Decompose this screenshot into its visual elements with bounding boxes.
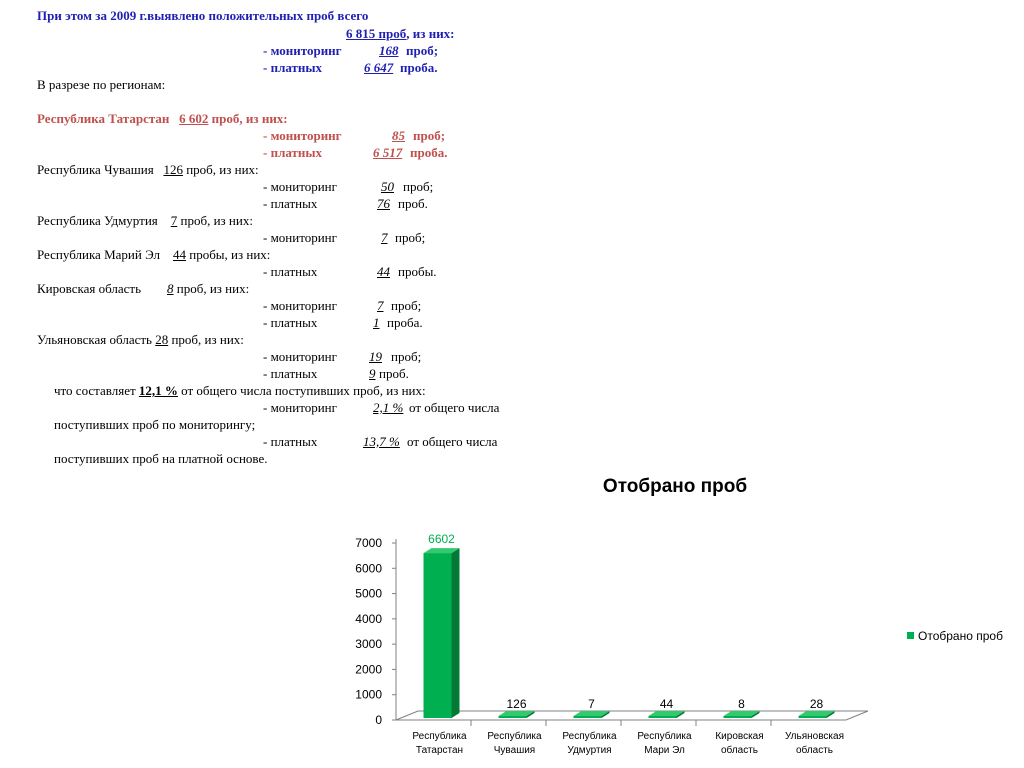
paid-total-line: - платных 6 647 проба.: [263, 60, 438, 75]
bar: [574, 716, 602, 718]
category-label: Кировская: [715, 731, 764, 742]
bar: [424, 553, 452, 718]
kirov-monitoring: - мониторинг 7 проб;: [263, 298, 422, 313]
chart-title: Отобрано проб: [602, 476, 748, 497]
bar-chart: [340, 520, 1024, 768]
bar: [724, 716, 752, 718]
y-tick-label: 5000: [355, 586, 382, 601]
category-label: Чувашия: [493, 745, 536, 756]
y-tick-label: 0: [375, 713, 382, 727]
total-line: 6 815 проб, из них:: [346, 26, 455, 41]
region-kirov: Кировская область 8 проб, из них:: [37, 281, 250, 296]
region-udmurtia: Республика Удмуртия 7 проб, из них:: [37, 213, 253, 228]
y-tick-label: 4000: [355, 611, 382, 626]
category-label: Татарстан: [415, 745, 464, 756]
category-label: Республика: [562, 731, 617, 742]
chuvashia-paid: - платных 76 проб.: [263, 196, 428, 211]
bar: [799, 716, 827, 718]
data-label: 7: [588, 697, 595, 711]
tatarstan-monitoring: - мониторинг 85 проб;: [263, 128, 446, 143]
bar-side: [452, 548, 460, 718]
category-label: Республика: [412, 731, 467, 742]
region-chuvashia: Республика Чувашия 126 проб, из них:: [37, 162, 259, 177]
y-tick-label: 6000: [355, 561, 382, 576]
y-tick-label: 3000: [355, 637, 382, 652]
legend-label: Отобрано проб: [918, 629, 1003, 643]
y-tick-label: 2000: [355, 662, 382, 677]
data-label: 8: [738, 697, 745, 711]
percent-paid: - платных 13,7 % от общего числа: [263, 434, 498, 449]
region-tatarstan: Республика Татарстан 6 602 проб, из них:: [37, 111, 288, 126]
legend-swatch: [907, 632, 914, 639]
tatarstan-paid: - платных 6 517 проба.: [263, 145, 448, 160]
data-label: 28: [809, 697, 824, 711]
summary-line: При этом за 2009 г.выявлено положительных проб всего: [37, 8, 369, 23]
by-region-heading: В разрезе по регионам:: [37, 77, 166, 92]
kirov-paid: - платных 1 проба.: [263, 315, 423, 330]
percent-paid-cont: поступивших проб на платной основе.: [54, 451, 268, 466]
chart-floor: [396, 711, 868, 720]
bar: [499, 716, 527, 718]
mari-el-paid: - платных 44 пробы.: [263, 264, 437, 279]
category-label: Мари Эл: [644, 745, 685, 756]
ulyanovsk-paid: - платных 9 проб.: [263, 366, 409, 381]
category-label: Удмуртия: [567, 745, 612, 756]
chuvashia-monitoring: - мониторинг 50 проб;: [263, 179, 434, 194]
percent-summary: что составляет 12,1 % от общего числа поступивших проб, из них:: [54, 383, 426, 398]
category-label: область: [720, 745, 759, 756]
monitoring-total-line: - мониторинг 168 проб;: [263, 43, 439, 58]
region-ulyanovsk: Ульяновская область 28 проб, из них:: [37, 332, 244, 347]
y-tick-label: 7000: [355, 536, 382, 550]
percent-monitoring-cont: поступивших проб по мониторингу;: [54, 417, 256, 432]
data-label: 6602: [428, 532, 455, 547]
data-label: 44: [659, 697, 674, 711]
region-mari-el: Республика Марий Эл 44 пробы, из них:: [37, 247, 271, 262]
category-label: область: [795, 745, 834, 756]
category-label: Республика: [487, 731, 542, 742]
ulyanovsk-monitoring: - мониторинг 19 проб;: [263, 349, 422, 364]
category-label: Ульяновская: [785, 731, 844, 742]
bar: [649, 716, 677, 718]
data-label: 126: [506, 697, 527, 711]
udmurtia-monitoring: - мониторинг 7 проб;: [263, 230, 426, 245]
category-label: Республика: [637, 731, 692, 742]
y-tick-label: 1000: [355, 687, 382, 702]
percent-monitoring: - мониторинг 2,1 % от общего числа: [263, 400, 500, 415]
